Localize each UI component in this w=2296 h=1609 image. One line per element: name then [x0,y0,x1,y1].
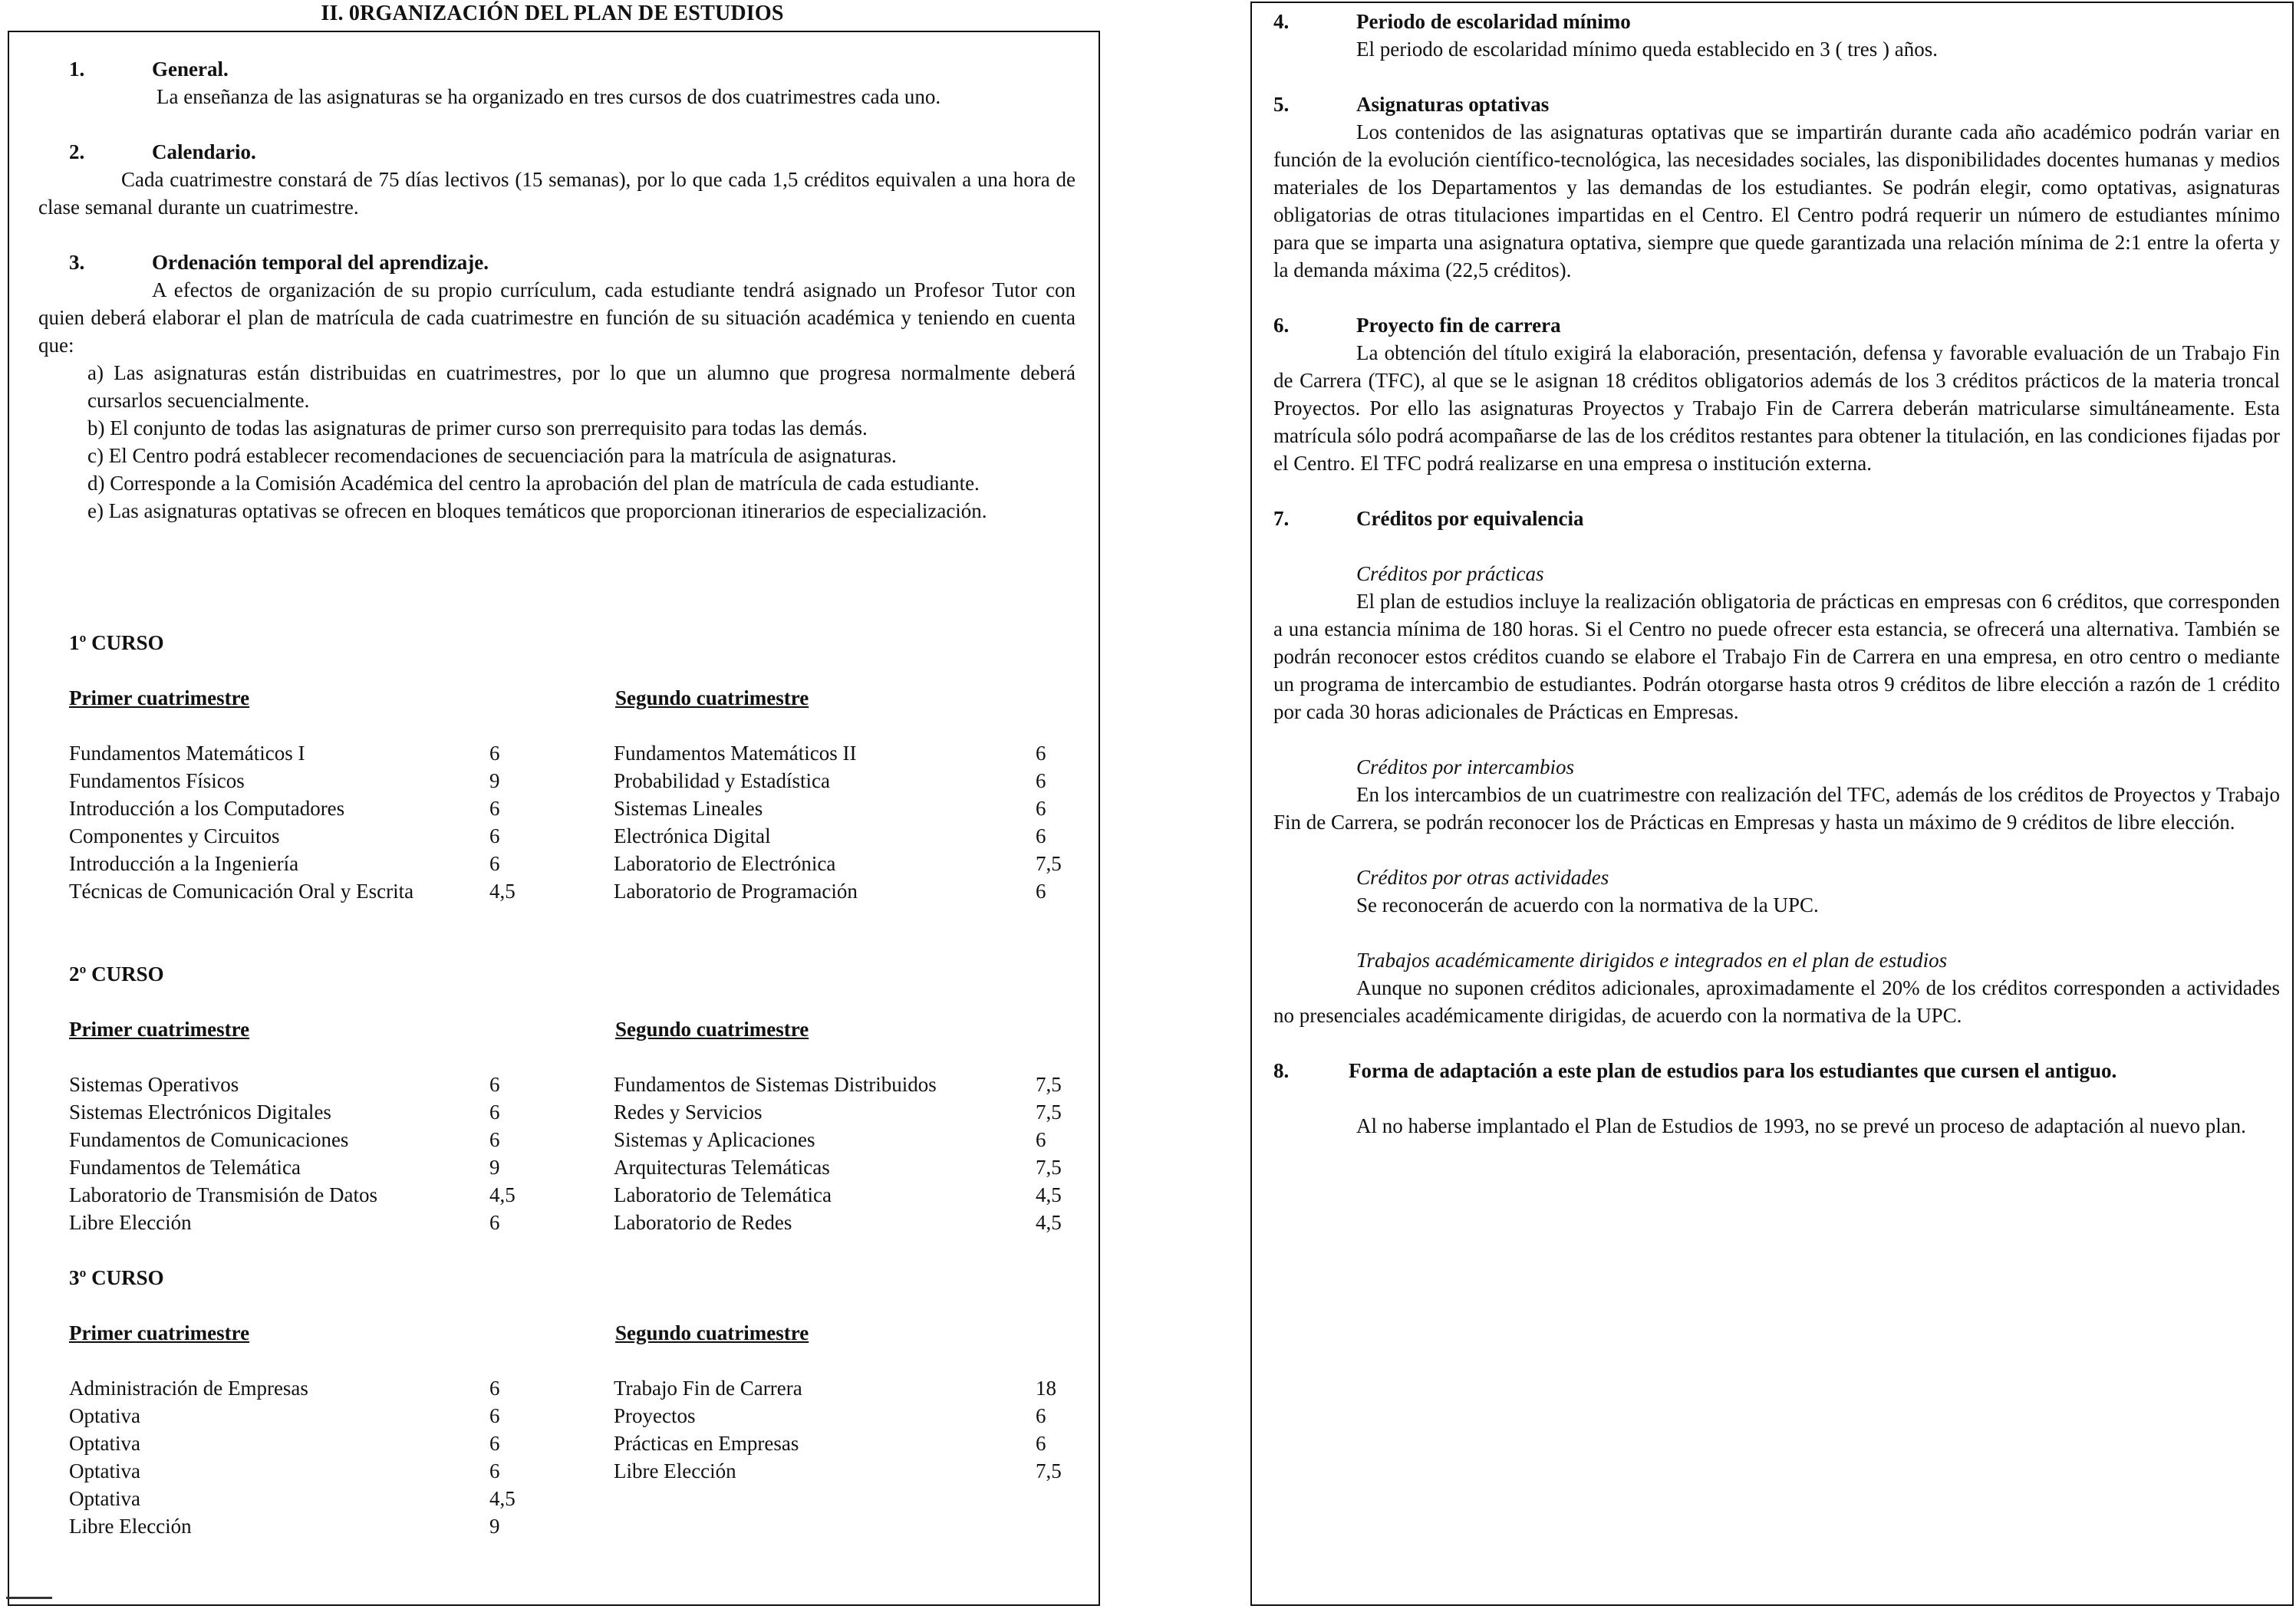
section-text: A efectos de organización de su propio currículum, cada estudiante tendrá asignado un Profesor Tutor con quien deberá elaborar el plan de matrícula de cada cuatrimestre en función de su situación académica y teniendo en cuenta que: [38,278,1076,357]
subject-name: Sistemas Electrónicos Digitales [69,1101,331,1124]
section-title: Asignaturas optativas [1356,93,1550,116]
section-number: 4. [1273,10,1290,33]
curso-tables [69,629,1082,1540]
subject-credits: 4,5 [489,1487,516,1510]
subsection-text: El plan de estudios incluye la realización obligatoria de prácticas en empresas con 6 créditos, que corresponden a una estancia mínima de 180 horas. Si el Centro no puede ofrecer esta estancia, se ofrecerá una alternativa. También se podrán reconocer estos créditos cuando se elabore el Trabajo Fin de Carrera en una empresa, en otro centro o mediante un programa de intercambio de estudiantes. Podrán otorgarse hasta otros 9 créditos de libre elección a razón de 1 crédito por cada 30 horas adicionales de Prácticas en Empresas. [1273,590,2280,723]
subject-name: Libre Elección [69,1211,192,1234]
subject-credits: 4,5 [489,880,516,903]
section-number: 6. [1273,314,1290,337]
subject-credits: 4,5 [489,1183,516,1206]
subject-credits: 6 [1036,769,1046,792]
scan-artifact [6,1597,52,1599]
section-title: Periodo de escolaridad mínimo [1356,10,1631,33]
subject-name: Administración de Empresas [69,1377,308,1400]
section-number: 8. [1273,1059,1290,1082]
subject-credits: 7,5 [1036,1156,1062,1179]
subject-name: Libre Elección [614,1459,736,1482]
segundo-cuatrimestre-heading: Segundo cuatrimestre [615,1321,809,1344]
subject-name: Redes y Servicios [614,1101,763,1124]
list-item-c: c) El Centro podrá establecer recomendaciones de secuenciación para la matrícula de asignaturas. [87,444,897,467]
subject-name: Sistemas Lineales [614,797,763,820]
subsection-title: Trabajos académicamente dirigidos e integrados en el plan de estudios [1356,949,1948,972]
section-asignaturas-optativas [1273,90,2280,284]
left-page [0,0,1120,1609]
primer-cuatrimestre-heading: Primer cuatrimestre [69,1321,250,1344]
subject-credits: 18 [1036,1377,1056,1400]
subject-name: Laboratorio de Programación [614,880,858,903]
subject-credits: 6 [489,852,500,875]
subject-credits: 6 [489,742,500,765]
subsection-title: Créditos por intercambios [1356,755,1575,778]
table-row [69,1209,1082,1236]
section-proyecto-fin-carrera [1273,311,2280,477]
section-title: Ordenación temporal del aprendizaje. [152,251,489,274]
subject-name: Trabajo Fin de Carrera [614,1377,802,1400]
table-row [69,767,1082,795]
section-calendario [38,138,1076,221]
curso-title: 2º CURSO [69,962,164,985]
left-page-content [38,55,1076,525]
subject-credits: 4,5 [1036,1211,1062,1234]
subject-credits: 4,5 [1036,1183,1062,1206]
subject-name: Fundamentos de Telemática [69,1156,301,1179]
table-row [69,1457,1082,1485]
subject-name: Fundamentos Matemáticos I [69,742,305,765]
subject-credits: 6 [1036,742,1046,765]
subject-credits: 6 [489,1128,500,1151]
segundo-cuatrimestre-heading: Segundo cuatrimestre [615,686,809,709]
subject-name: Fundamentos de Comunicaciones [69,1128,349,1151]
section-creditos-equivalencia [1273,505,2280,1029]
subject-name: Fundamentos Matemáticos II [614,742,857,765]
table-row [69,1098,1082,1126]
subject-name: Optativa [69,1432,140,1455]
section-general [69,55,1076,110]
section-periodo-escolaridad [1273,8,2280,63]
primer-cuatrimestre-heading: Primer cuatrimestre [69,686,250,709]
table-row [69,1181,1082,1209]
list-item-d: d) Corresponde a la Comisión Académica del centro la aprobación del plan de matrícula de cada estudiante. [87,472,980,495]
subject-name: Prácticas en Empresas [614,1432,799,1455]
table-row [69,1485,1082,1512]
subsection-title: Créditos por otras actividades [1356,866,1609,889]
section-text: Cada cuatrimestre constará de 75 días lectivos (15 semanas), por lo que cada 1,5 créditos equivalen a una hora de clase semanal durante un cuatrimestre. [38,168,1076,219]
table-row [69,1126,1082,1153]
section-text: La obtención del título exigirá la elaboración, presentación, defensa y favorable evaluación de un Trabajo Fin de Carrera (TFC), al que se le asignan 18 créditos obligatorios además de los 3 créditos prácticos de la materia troncal Proyectos. Por ello las asignaturas Proyectos y Trabajo Fin de Carrera deberán matricularse simultáneamente. Esta matrícula sólo podrá acompañarse de las de los créditos restantes para obtener la titulación, en las condiciones fijadas por el Centro. El TFC podrá realizarse en una empresa o institución externa. [1273,341,2280,475]
section-number: 5. [1273,93,1290,116]
section-title: Créditos por equivalencia [1356,507,1584,530]
subsection-text: Aunque no suponen créditos adicionales, aproximadamente el 20% de los créditos corresponden a actividades no presenciales académicamente dirigidas, de acuerdo con la normativa de la UPC. [1273,976,2280,1027]
subject-name: Proyectos [614,1404,696,1427]
subject-name: Fundamentos de Sistemas Distribuidos [614,1073,937,1096]
section-ordenacion [38,248,1076,525]
table-row [69,739,1082,767]
right-page-content [1273,8,2280,1140]
subject-credits: 6 [1036,824,1046,847]
subject-credits: 7,5 [1036,852,1062,875]
subject-credits: 6 [489,797,500,820]
curso-2 [69,960,1082,1236]
subject-credits: 7,5 [1036,1073,1062,1096]
subject-credits: 6 [489,824,500,847]
subject-table [69,739,1082,905]
subject-name: Introducción a la Ingeniería [69,852,299,875]
section-title: General. [152,58,229,81]
table-row [69,1402,1082,1430]
subject-credits: 6 [1036,797,1046,820]
subsection-title: Créditos por prácticas [1356,562,1544,585]
subject-credits: 6 [489,1432,500,1455]
section-text: Los contenidos de las asignaturas optativas que se impartirán durante cada año académico podrán variar en función de la evolución científico-tecnológica, las necesidades sociales, las disponibilidades docentes humanas y medios materiales de los Departamentos y las demandas de los estudiantes. Se podrán elegir, como optativas, asignaturas obligatorias de otras titulaciones impartidas en el Centro. El Centro podrá requerir un número de estudiantes mínimo para que se imparta una asignatura optativa, siempre que quede garantizada una relación mínima de 2:1 entre la oferta y la demanda máxima (22,5 créditos). [1273,120,2280,281]
section-title: Calendario. [152,140,256,163]
section-text: El periodo de escolaridad mínimo queda establecido en 3 ( tres ) años. [1356,38,1939,61]
subsection-text: En los intercambios de un cuatrimestre con realización del TFC, además de los créditos de Proyectos y Trabajo Fin de Carrera, se podrán reconocer los de Prácticas en Empresas y hasta un máximo de 9 créditos de libre elección. [1273,783,2280,834]
curso-title: 3º CURSO [69,1266,164,1289]
subject-table [69,1374,1082,1540]
table-row [69,1430,1082,1457]
subsection-text: Se reconocerán de acuerdo con la normativa de la UPC. [1356,893,1819,916]
section-text: Al no haberse implantado el Plan de Estudios de 1993, no se prevé un proceso de adaptación al nuevo plan. [1356,1114,2246,1137]
subject-credits: 9 [489,1515,500,1538]
subject-name: Optativa [69,1487,140,1510]
subject-credits: 6 [1036,1404,1046,1427]
right-page [1250,0,2296,1609]
subject-credits: 7,5 [1036,1459,1062,1482]
subject-credits: 6 [1036,1432,1046,1455]
subject-name: Laboratorio de Electrónica [614,852,836,875]
subject-name: Probabilidad y Estadística [614,769,830,792]
list-item-e: e) Las asignaturas optativas se ofrecen en bloques temáticos que proporcionan itinerarios de especialización. [87,499,987,522]
table-row [69,1153,1082,1181]
curso-title: 1º CURSO [69,631,164,654]
segundo-cuatrimestre-heading: Segundo cuatrimestre [615,1018,809,1041]
subject-credits: 7,5 [1036,1101,1062,1124]
section-text: La enseñanza de las asignaturas se ha organizado en tres cursos de dos cuatrimestres cada uno. [156,85,941,108]
subject-credits: 6 [489,1101,500,1124]
table-row [69,822,1082,850]
subject-name: Optativa [69,1459,140,1482]
table-row [69,877,1082,905]
subject-credits: 9 [489,769,500,792]
subject-name: Arquitecturas Telemáticas [614,1156,830,1179]
subject-name: Introducción a los Computadores [69,797,345,820]
subject-credits: 6 [489,1459,500,1482]
subject-name: Optativa [69,1404,140,1427]
subject-credits: 6 [489,1073,500,1096]
subject-credits: 6 [1036,1128,1046,1151]
section-title: Forma de adaptación a este plan de estudios para los estudiantes que cursen el antiguo. [1349,1059,2117,1082]
subject-credits: 6 [489,1404,500,1427]
table-row [69,1374,1082,1402]
list-item-a: a) Las asignaturas están distribuidas en cuatrimestres, por lo que un alumno que progresa normalmente deberá cursarlos secuencialmente. [87,361,1076,412]
subject-credits: 6 [489,1377,500,1400]
primer-cuatrimestre-heading: Primer cuatrimestre [69,1018,250,1041]
subject-name: Técnicas de Comunicación Oral y Escrita [69,880,414,903]
curso-1 [69,629,1082,905]
section-number: 1. [69,58,85,81]
section-number: 7. [1273,507,1290,530]
subject-credits: 6 [489,1211,500,1234]
curso-3 [69,1264,1082,1540]
section-number: 2. [69,140,85,163]
subject-name: Fundamentos Físicos [69,769,245,792]
table-row [69,1071,1082,1098]
subject-name: Componentes y Circuitos [69,824,280,847]
section-forma-adaptacion [1273,1057,2280,1140]
subject-name: Laboratorio de Redes [614,1211,792,1234]
subject-name: Laboratorio de Transmisión de Datos [69,1183,377,1206]
list-item-b: b) El conjunto de todas las asignaturas de primer curso son prerrequisito para todas las demás. [87,416,868,439]
subject-name: Laboratorio de Telemática [614,1183,832,1206]
document-title: II. 0RGANIZACIÓN DEL PLAN DE ESTUDIOS [321,2,784,25]
subject-table [69,1071,1082,1236]
table-row [69,1512,1082,1540]
subject-credits: 6 [1036,880,1046,903]
subject-name: Sistemas y Aplicaciones [614,1128,815,1151]
table-row [69,795,1082,822]
section-title: Proyecto fin de carrera [1356,314,1561,337]
subject-name: Libre Elección [69,1515,192,1538]
subject-name: Sistemas Operativos [69,1073,239,1096]
table-row [69,850,1082,877]
subject-credits: 9 [489,1156,500,1179]
section-number: 3. [69,251,85,274]
subject-name: Electrónica Digital [614,824,771,847]
